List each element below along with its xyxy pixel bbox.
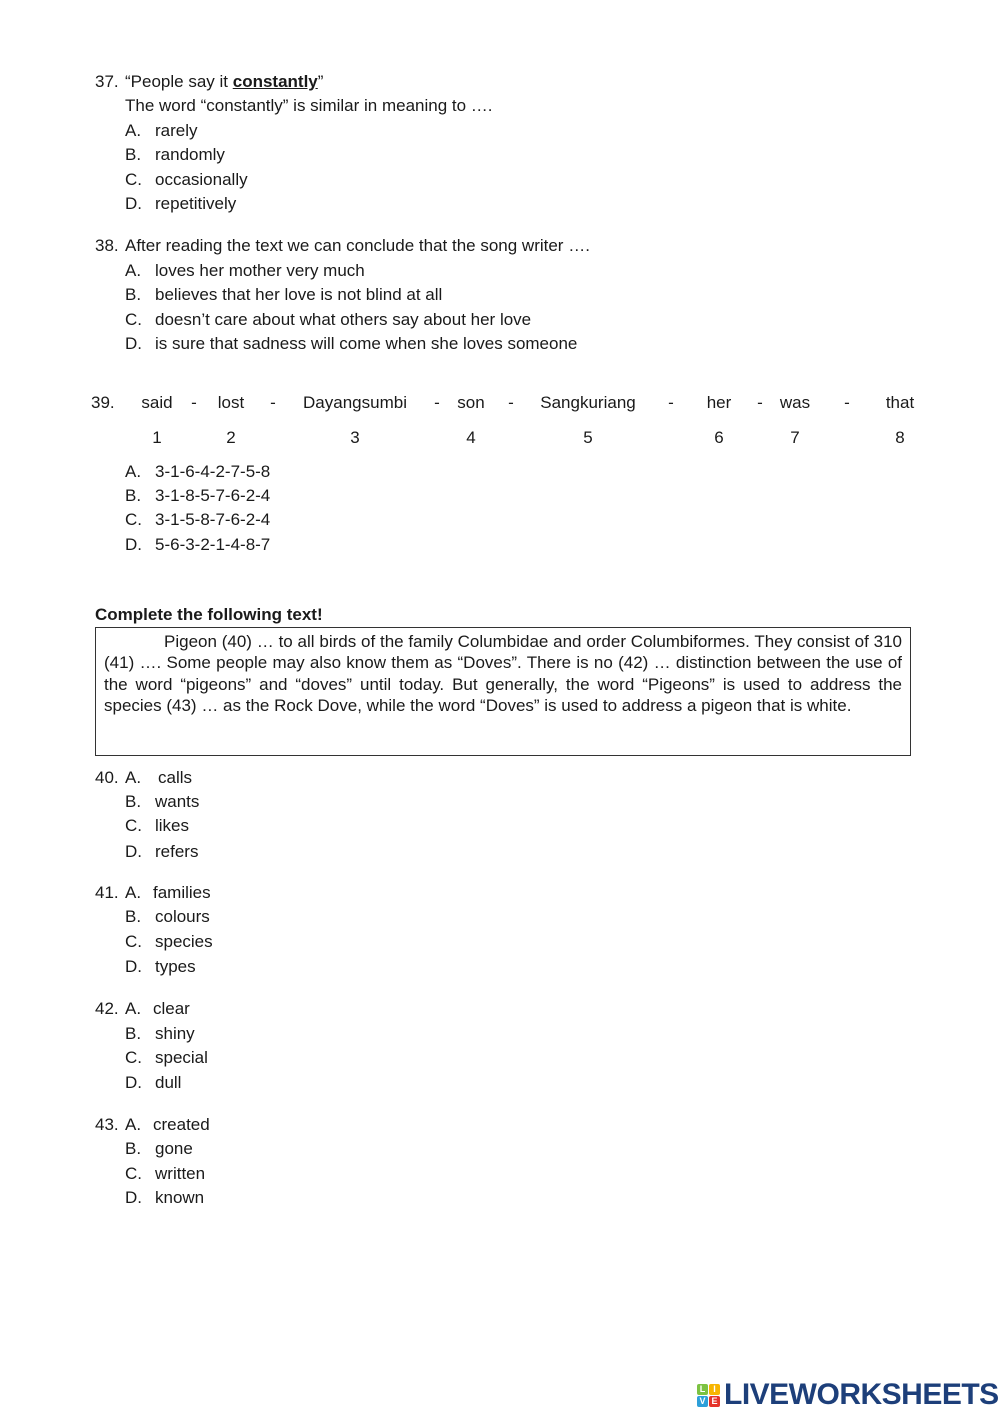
q43-option-letter: D. [125,1188,142,1207]
q42-option-letter: D. [125,1073,142,1092]
q42-option-a[interactable]: clear [153,999,190,1018]
q39-index: 5 [583,428,593,447]
q41-option-letter: C. [125,932,142,951]
q39-index: 7 [790,428,800,447]
q40-option-a[interactable]: calls [158,768,193,787]
q39-index: 8 [895,428,905,447]
q37-number: 37. [95,72,119,91]
q37-stem-post: ” [317,72,324,91]
q39-number: 39. [91,393,115,412]
q37-option-letter: A. [125,121,142,140]
q43-option-d[interactable]: known [155,1188,205,1207]
q41-option-letter: A. [125,883,142,902]
q39-separator: - [757,393,763,412]
q39-index: 4 [466,428,476,447]
q41-option-letter: B. [125,907,142,926]
live-badge-icon [697,1384,720,1407]
cloze-heading: Complete the following text! [95,605,323,624]
q37-option-letter: D. [125,194,142,213]
q38-option-b[interactable]: believes that her love is not blind at all [155,285,443,304]
q38-option-letter: B. [125,285,142,304]
logo-text: LIVEWORKSHEETS [724,1378,999,1411]
q40-option-letter: C. [125,816,142,835]
q43-number: 43. [95,1115,119,1134]
q43-option-b[interactable]: gone [155,1139,193,1158]
q39-option-b[interactable]: 3-1-8-5-7-6-2-4 [155,486,271,505]
q40-option-letter: D. [125,842,142,861]
q39-separator: - [668,393,674,412]
q38-number: 38. [95,236,119,255]
q42-option-letter: B. [125,1024,142,1043]
q39-word: her [706,393,732,412]
q42-option-letter: C. [125,1048,142,1067]
q39-separator: - [191,393,197,412]
q41-option-a[interactable]: families [153,883,211,902]
q39-separator: - [844,393,850,412]
q39-word: was [779,393,811,412]
q41-option-letter: D. [125,957,142,976]
q39-separator: - [508,393,514,412]
q41-option-b[interactable]: colours [155,907,210,926]
q41-option-d[interactable]: types [155,957,196,976]
badge-letter: I [709,1384,720,1395]
q38-option-letter: A. [125,261,142,280]
cloze-text-box [95,627,911,756]
q43-option-letter: C. [125,1164,142,1183]
q42-option-d[interactable]: dull [155,1073,182,1092]
q39-word: said [141,393,173,412]
q43-option-letter: A. [125,1115,142,1134]
q41-number: 41. [95,883,119,902]
badge-letter: V [697,1396,708,1407]
q43-option-c[interactable]: written [155,1164,206,1183]
q39-word: Sangkuriang [540,393,636,412]
q40-option-letter: B. [125,792,142,811]
liveworksheets-logo [697,1378,999,1412]
q38-option-c[interactable]: doesn’t care about what others say about her love [155,310,532,329]
q39-option-letter: B. [125,486,142,505]
q39-option-d[interactable]: 5-6-3-2-1-4-8-7 [155,535,271,554]
q39-option-a[interactable]: 3-1-6-4-2-7-5-8 [155,462,271,481]
q37-option-letter: C. [125,170,142,189]
q42-option-c[interactable]: special [155,1048,208,1067]
q38-option-a[interactable]: loves her mother very much [155,261,365,280]
q38-option-letter: D. [125,334,142,353]
q39-word: lost [217,393,245,412]
badge-letter: E [709,1396,720,1407]
q37-option-letter: B. [125,145,142,164]
q40-option-c[interactable]: likes [155,816,190,835]
q37-question: The word “constantly” is similar in meaning to …. [125,96,493,115]
q43-option-letter: B. [125,1139,142,1158]
q39-option-c[interactable]: 3-1-5-8-7-6-2-4 [155,510,271,529]
q39-separator: - [434,393,440,412]
q37-keyword: constantly [232,72,318,91]
q37-option-b[interactable]: randomly [155,145,225,164]
q40-option-d[interactable]: refers [155,842,199,861]
q38-option-letter: C. [125,310,142,329]
q43-option-a[interactable]: created [153,1115,210,1134]
q39-word: Dayangsumbi [303,393,407,412]
q41-option-c[interactable]: species [155,932,213,951]
q39-index: 3 [350,428,360,447]
badge-letter: L [697,1384,708,1395]
q37-stem-pre: “People say it [125,72,233,91]
q39-option-letter: C. [125,510,142,529]
q40-option-b[interactable]: wants [155,792,200,811]
q40-option-letter: A. [125,768,142,787]
q39-separator: - [270,393,276,412]
q37-option-a[interactable]: rarely [155,121,198,140]
q39-index: 1 [152,428,162,447]
q40-number: 40. [95,768,119,787]
q39-index: 2 [226,428,236,447]
q38-option-d[interactable]: is sure that sadness will come when she loves someone [155,334,578,353]
q39-index: 6 [714,428,724,447]
q42-number: 42. [95,999,119,1018]
cloze-passage: Pigeon (40) … to all birds of the family Columbidae and order Columbiformes. They consist of 310 (41) …. Some people may also know them as “Doves”. There is no (42) … distinction between the use of the word “pigeons” and “doves” until today. But generally, the word “Pigeons” is used to address the species (43) … as the Rock Dove, while the word “Doves” is used to address a pigeon that is white. [104,632,902,715]
q37-option-d[interactable]: repetitively [155,194,237,213]
q39-option-letter: A. [125,462,142,481]
q38-stem: After reading the text we can conclude that the song writer …. [125,236,590,255]
q37-stem [125,72,323,92]
q39-option-letter: D. [125,535,142,554]
q39-word: son [457,393,485,412]
q39-word: that [885,393,915,412]
q42-option-b[interactable]: shiny [155,1024,195,1043]
q37-option-c[interactable]: occasionally [155,170,248,189]
q42-option-letter: A. [125,999,142,1018]
